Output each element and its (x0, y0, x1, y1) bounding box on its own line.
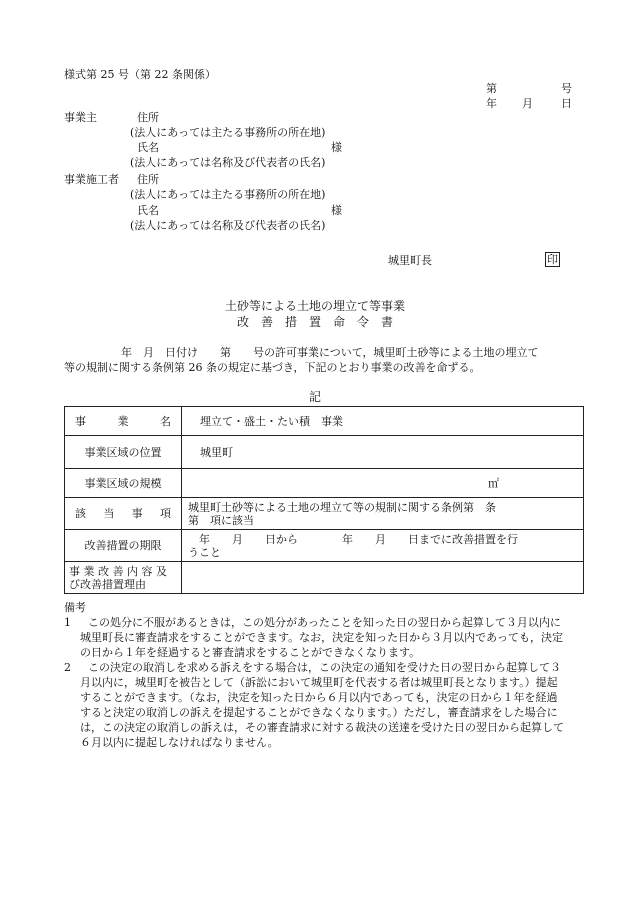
remark-line: この処分に不服があるときは，この処分があったことを知った日の翌日から起算して３月以内に (88, 616, 561, 629)
improvement-label-line2: び改善措置理由 (69, 577, 146, 591)
contractor-name-note: (法人にあっては名称及び代表者の氏名) (130, 219, 326, 232)
issuer-title: 城里町長 (388, 254, 432, 267)
doc-title-line2: 改 善 措 置 命 令 書 (236, 315, 393, 329)
remark-line: この決定の取消しを求める訴えをする場合は，この決定の通知を受けた日の翌日から起算して３ (88, 661, 561, 674)
label-char: 項 (159, 507, 171, 520)
project-name-value: 埋立て・盛土・たい積 事業 (182, 407, 584, 436)
contractor-honorific: 様 (331, 204, 342, 217)
remark-number: 1 (64, 616, 71, 629)
label-char: 該 (75, 507, 86, 520)
owner-role: 事業主 (64, 111, 97, 124)
remark-2 (64, 660, 589, 750)
applicable-item-label (65, 498, 182, 530)
label-char: 事 (131, 507, 143, 520)
remark-line: することができます。（なお，決定を知った日から６月以内であっても，決定の日から１年を経過 (80, 691, 558, 704)
area-size-label: 事業区域の規模 (65, 469, 182, 498)
remark-line: すると決定の取消しの訴えを提起することができなくなります。）ただし，審査請求をした場合に (80, 706, 558, 719)
area-size-unit: ㎡ (182, 469, 584, 498)
applicable-item-value (182, 498, 584, 530)
doc-number-prefix: 第 (486, 82, 497, 95)
contractor-name-label: 氏名 (137, 204, 159, 217)
deadline-line2: うこと (188, 545, 221, 559)
body-line1: 年 月 日付け 第 号の許可事業について，城里町土砂等による土地の埋立て (121, 346, 539, 359)
deadline-label: 改善措置の期限 (65, 530, 182, 562)
table-row (65, 407, 584, 436)
deadline-value (182, 530, 584, 562)
improvement-label-line1: 事 業 改 善 内 容 及 (69, 564, 167, 578)
contractor-address-label: 住所 (137, 173, 159, 186)
improvement-value (182, 562, 584, 594)
remark-line: 月以内に，城里町を被告として（訴訟において城里町を代表する者は城里町長となります。）提起 (80, 676, 558, 689)
owner-address-label: 住所 (137, 111, 159, 124)
table-row (65, 469, 584, 498)
table-row (65, 498, 584, 530)
remark-1 (64, 615, 589, 660)
area-location-label: 事業区域の位置 (65, 436, 182, 469)
applicable-item-line2: 第 項に該当 (188, 513, 254, 527)
contractor-address-note: (法人にあっては主たる事務所の所在地) (130, 188, 326, 201)
area-location-value: 城里町 (182, 436, 584, 469)
table-row (65, 436, 584, 469)
ki-heading: 記 (308, 390, 321, 404)
remarks-heading: 備考 (64, 601, 86, 614)
doc-date-day: 日 (561, 97, 572, 110)
table-row (65, 530, 584, 562)
doc-title-line1: 土砂等による土地の埋立て等事業 (224, 299, 405, 313)
remark-line: の日から１年を経過すると審査請求をすることができなくなります。 (80, 646, 421, 659)
remark-line: ６月以内に提起しなければなりません。 (80, 736, 279, 749)
owner-honorific: 様 (331, 141, 342, 154)
improvement-label (65, 562, 182, 594)
form-number: 様式第 25 号（第 22 条関係） (64, 68, 216, 81)
applicable-item-line1: 城里町土砂等による土地の埋立て等の規制に関する条例第 条 (188, 500, 496, 514)
remark-line: は，この決定の取消しの訴えは，その審査請求に対する裁決の送達を受けた日の翌日から起算して (80, 721, 564, 734)
doc-date-year: 年 (486, 97, 497, 110)
body-line2: 等の規制に関する条例第 26 条の規定に基づき，下記のとおり事業の改善を命ずる。 (64, 361, 481, 374)
label-char: 事 (75, 414, 86, 428)
seal-mark (545, 253, 560, 267)
remark-number: 2 (64, 661, 71, 674)
order-table (64, 406, 584, 594)
seal-text: 印 (547, 253, 558, 266)
label-char: 当 (103, 507, 115, 520)
doc-date-month: 月 (522, 97, 533, 110)
doc-number-suffix: 号 (561, 82, 572, 95)
label-char: 名 (160, 414, 171, 428)
owner-address-note: (法人にあっては主たる事務所の所在地) (130, 126, 326, 139)
remark-line: 城里町長に審査請求をすることができます。なお，決定を知った日から３月以内であっても，決定 (80, 631, 564, 644)
owner-name-label: 氏名 (137, 141, 159, 154)
deadline-line1: 年 月 日から 年 月 日までに改善措置を行 (188, 532, 518, 546)
label-char: 業 (117, 414, 129, 428)
owner-name-note: (法人にあっては名称及び代表者の氏名) (130, 156, 326, 169)
contractor-role: 事業施工者 (64, 173, 119, 186)
project-name-label (65, 407, 182, 436)
table-row (65, 562, 584, 594)
